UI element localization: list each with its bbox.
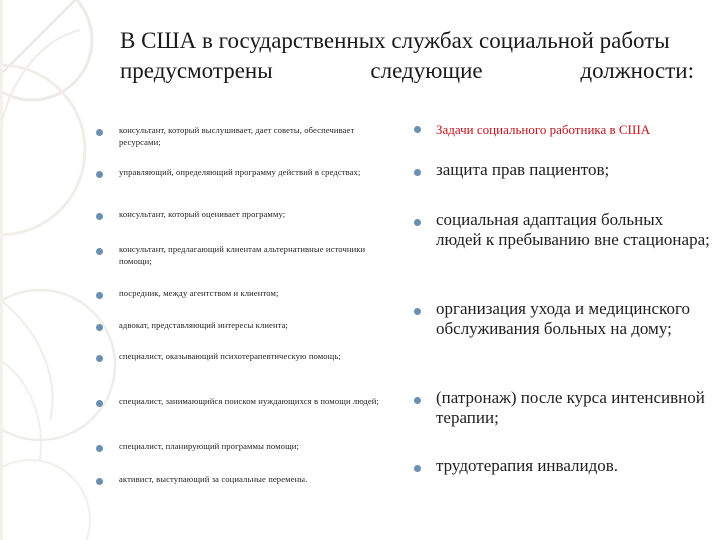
list-item: (патронаж) после курса интенсивной терапии; — [414, 388, 710, 428]
bullet-icon — [414, 397, 421, 404]
bullet-icon — [414, 219, 421, 226]
bullet-icon — [96, 213, 103, 220]
title-line-1: В США в государственных службах социальной работы — [120, 28, 670, 53]
list-item: специалист, занимающийся поиском нуждающихся в помощи людей; — [96, 396, 396, 408]
bullet-icon — [96, 355, 103, 362]
slide-title — [120, 26, 694, 86]
title-word: следующие — [370, 58, 483, 83]
list-item: консультант, который оценивает программу; — [96, 209, 396, 221]
title-line-2 — [120, 56, 694, 86]
list-item: консультант, предлагающий клиентам альтернативные источники помощи; — [96, 244, 396, 267]
list-item: трудотерапия инвалидов. — [414, 456, 710, 476]
bullet-icon — [96, 445, 103, 452]
bullet-icon — [96, 478, 103, 485]
bullet-icon — [96, 400, 103, 407]
list-item: специалист, оказывающий психотерапевтическую помощь; — [96, 351, 396, 363]
bullet-icon — [414, 169, 421, 176]
bullet-icon — [414, 465, 421, 472]
bullet-icon — [96, 129, 103, 136]
list-item: активист, выступающий за социальные перемены. — [96, 474, 396, 486]
bullet-icon — [96, 171, 103, 178]
list-item: адвокат, представляющий интересы клиента; — [96, 320, 396, 332]
list-item: посредник, между агентством и клиентом; — [96, 288, 396, 300]
title-word: должности: — [580, 58, 694, 83]
list-item: управляющий, определяющий программу действий в средствах; — [96, 167, 396, 179]
right-heading: Задачи социального работника в США — [414, 122, 710, 137]
bullet-icon — [96, 324, 103, 331]
list-item: специалист, планирующий программы помощи; — [96, 441, 396, 453]
list-item: консультант, который выслушивает, дает советы, обеспечивает ресурсами; — [96, 125, 396, 148]
bullet-icon — [96, 248, 103, 255]
list-item: организация ухода и медицинского обслуживания больных на дому; — [414, 299, 710, 339]
title-word: предусмотрены — [120, 58, 273, 83]
bullet-icon — [96, 292, 103, 299]
list-item: защита прав пациентов; — [414, 160, 710, 180]
bullet-icon — [414, 126, 421, 133]
bullet-icon — [414, 308, 421, 315]
list-item: социальная адаптация больных людей к пребыванию вне стационара; — [414, 210, 710, 250]
